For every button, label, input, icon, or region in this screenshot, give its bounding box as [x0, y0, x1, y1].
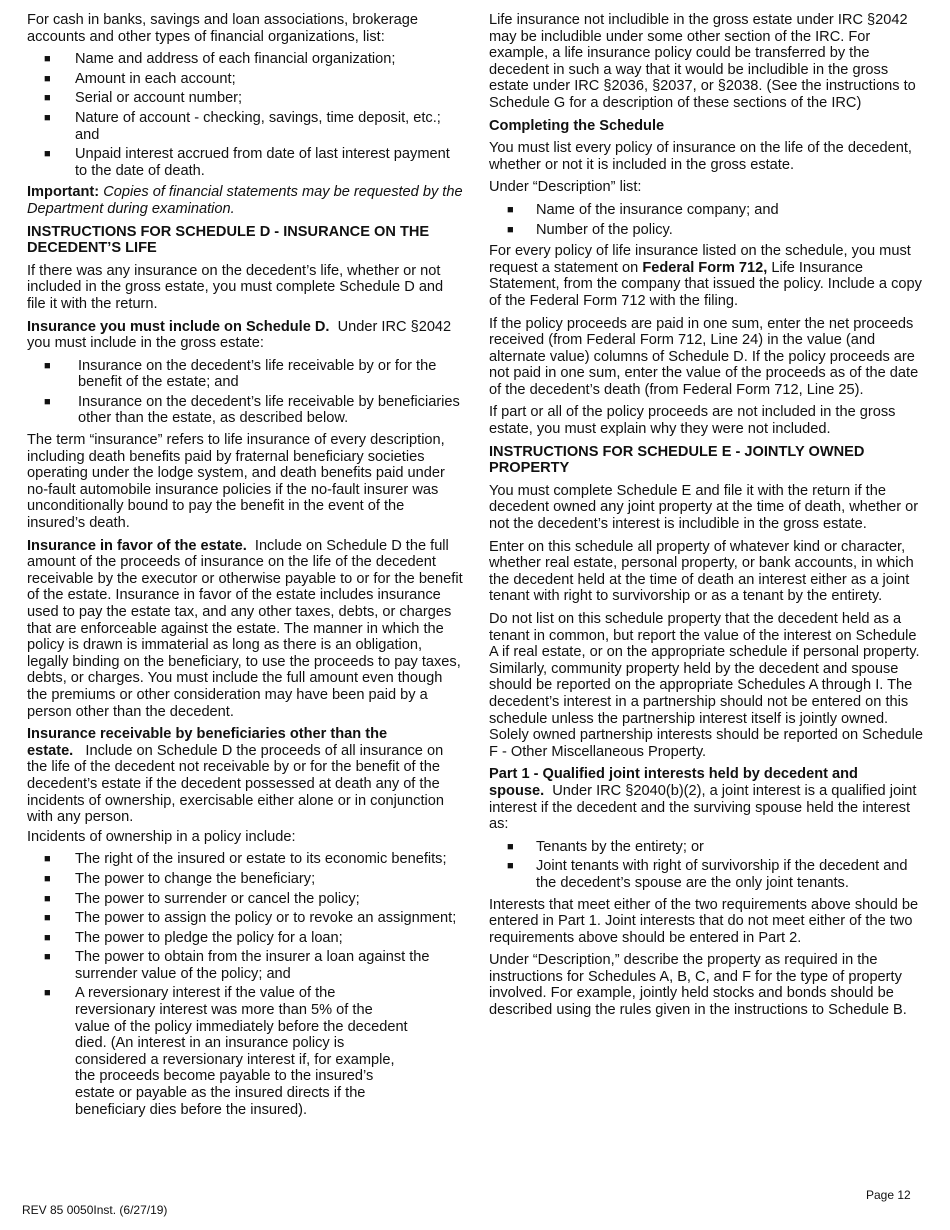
list-item: ■ The power to change the beneficiary; [27, 871, 465, 888]
description-list [489, 202, 927, 238]
list-item: ■ Number of the policy. [489, 222, 927, 239]
must-include-para [27, 319, 465, 352]
list-item: ■ Name and address of each financial organization; [27, 51, 465, 68]
completing-intro: You must list every policy of insurance on the life of the decedent, whether or not it is included in the gross estate. [489, 140, 912, 173]
part-1-list [489, 839, 927, 892]
list-item: ■ A reversionary interest if the value of the reversionary interest was more than 5% of the value of the policy immediately before the decedent died. (An interest in an insurance policy is considered a reversionary interest if, for example, the proceeds become payable to the insured’s estate or payable as the insured directs if the beneficiary dies before the insured). [27, 985, 465, 1118]
form-712-pre: For every policy of life insurance listed on the schedule, you must request a statement on [489, 243, 911, 276]
part-1-text: Under IRC §2040(b)(2), a joint interest is a qualified joint interest if the decedent and the surviving spouse held the interest as: [489, 782, 917, 833]
schedule-e-do-not-list-para: Do not list on this schedule property that the decedent held as a tenant in common, but report the value of the interest on Schedule A if real estate, or on the appropriate schedule if personal property. Similarly, community property held by the decedent and spouse should be reported on the appropriate Schedules A through I. The decedent’s interest in a partnership should not be entered on this schedule unless the partnership interest itself is jointly owned. Solely owned partnership interests should be reported on Schedule F - Other Miscellaneous Property. [489, 611, 924, 760]
receivable-text: Include on Schedule D the proceeds of all insurance on the life of the decedent not receivable by or for the benefit of the decedent’s estate if the decedent possessed at death any of the incidents of ownership, exercisable either alone or in conjunction with any person. [27, 742, 444, 826]
incidents-intro: Incidents of ownership in a policy include: [27, 828, 296, 845]
form-id: REV 85 0050Inst. (6/27/19) [22, 1203, 168, 1217]
receivable-label: Insurance receivable by beneficiaries other than the estate. [27, 726, 388, 759]
under-description-label: Under “Description” list: [489, 179, 642, 196]
important-label: Important: [27, 184, 100, 201]
completing-heading: Completing the Schedule [489, 117, 665, 134]
term-insurance-para: The term “insurance” refers to life insurance of every description, including death benefits paid by fraternal beneficiary societies operating under the lodge system, and death benefits paid under no-fault automobile insurance policies if the no-fault insurer was unconditionally bound to pay the benefit in the event of the insured’s death. [27, 432, 445, 532]
not-includible-para: Life insurance not includible in the gross estate under IRC §2042 may be includible under some other section of the IRC. For example, a life insurance policy could be transferred by the decedent in such a way that it would be includible in the gross estate under IRC §2036, §2037, or §2038. (See the instructions to Schedule G for a description of these sections of the IRC) [489, 12, 916, 111]
list-item: ■ Insurance on the decedent’s life receivable by beneficiaries other than the estate, as described below. [27, 394, 465, 427]
not-included-para: If part or all of the policy proceeds are not included in the gross estate, you must explain why they were not included. [489, 404, 896, 438]
receivable-para [27, 726, 465, 826]
include-list [27, 358, 465, 427]
list-item: ■ The right of the insured or estate to its economic benefits; [27, 851, 465, 868]
form-712-post: Life Insurance Statement, from the company that issued the policy. Include a copy of the Federal Form 712 with the filing. [489, 259, 922, 309]
form-712-bold: Federal Form 712, [642, 259, 768, 276]
part-1-label: Part 1 - Qualified joint interests held by decedent and spouse. [489, 766, 858, 799]
cash-list [27, 51, 465, 179]
favor-text: Include on Schedule D the full amount of the proceeds of insurance on the life of the decedent receivable by the executor or otherwise payable to or for the benefit of the estate. Insurance in favor of the estate includes insurance used to pay the estate tax, and any other taxes, debts, or charges that are enforceable against the estate. The manner in which the policy is drawn is immaterial as long as there is an obligation, legally binding on the beneficiary, to use the proceeds to pay taxes, debts, or charges. You must include the full amount even though the premiums or other consideration may have been paid by a person other than the decedent. [27, 537, 463, 720]
schedule-d-heading: INSTRUCTIONS FOR SCHEDULE D - INSURANCE ON THE DECEDENT’S LIFE [27, 223, 430, 257]
list-item: ■ Insurance on the decedent’s life receivable by or for the benefit of the estate; and [27, 358, 465, 391]
schedule-e-enter-para: Enter on this schedule all property of whatever kind or character, whether real estate, personal property, or bank accounts, in which the decedent held at the time of death an interest either as a joint tenant with right to survivorship or as a tenant by the entirety. [489, 538, 914, 605]
list-item: ■ The power to pledge the policy for a loan; [27, 930, 465, 947]
schedule-d-intro: If there was any insurance on the decedent’s life, whether or not included in the gross estate, you must complete Schedule D and file it with the return. [27, 262, 444, 312]
list-item: ■ Name of the insurance company; and [489, 202, 927, 219]
interests-para: Interests that meet either of the two requirements above should be entered in Part 1. Joint interests that do not meet either of the two requirements above should be entered in Part 2. [489, 896, 919, 946]
schedule-e-intro: You must complete Schedule E and file it with the return if the decedent owned any joint property at the time of death, whether or not the decedent’s interest is includible in the gross estate. [489, 482, 919, 533]
must-include-label: Insurance you must include on Schedule D. [27, 318, 330, 335]
list-item: ■ The power to obtain from the insurer a loan against the surrender value of the policy; and [27, 949, 465, 982]
important-note [27, 184, 465, 217]
cash-intro: For cash in banks, savings and loan associations, brokerage accounts and other types of financial organizations, list: [27, 12, 419, 45]
page-number: Page 12 [866, 1188, 911, 1202]
schedule-e-heading: INSTRUCTIONS FOR SCHEDULE E - JOINTLY OWNED PROPERTY [489, 443, 865, 477]
incidents-list [27, 851, 465, 1118]
list-item: ■ The power to surrender or cancel the policy; [27, 891, 465, 908]
list-item: ■ Unpaid interest accrued from date of last interest payment to the date of death. [27, 146, 465, 179]
favor-label: Insurance in favor of the estate. [27, 537, 247, 554]
proceeds-para: If the policy proceeds are paid in one sum, enter the net proceeds received (from Federal Form 712, Line 24) in the value (and alternate value) columns of Schedule D. If the policy proceeds are not paid in one sum, enter the value of the proceeds as of the date of the decedent’s death (from Federal Form 712, Line 25). [489, 315, 919, 398]
form-712-para [489, 243, 927, 309]
list-item: ■ Serial or account number; [27, 90, 465, 107]
list-item: ■ The power to assign the policy or to revoke an assignment; [27, 910, 465, 927]
list-item: ■ Joint tenants with right of survivorship if the decedent and the decedent’s spouse are the only joint tenants. [489, 858, 927, 891]
important-text: Copies of financial statements may be requested by the Department during examination. [27, 184, 463, 217]
description-para: Under “Description,” describe the property as required in the instructions for Schedules A, B, C, and F for the type of property involved. For example, jointly held stocks and bonds should be described using the rules given in the instructions to Schedule B. [489, 952, 907, 1019]
favor-of-estate-para [27, 538, 465, 721]
must-include-text: Under IRC §2042 you must include in the gross estate: [27, 318, 452, 352]
list-item: ■ Nature of account - checking, savings, time deposit, etc.; and [27, 110, 465, 143]
left-column [27, 12, 465, 1123]
right-column [489, 12, 927, 1025]
list-item: ■ Tenants by the entirety; or [489, 839, 927, 856]
list-item: ■ Amount in each account; [27, 71, 465, 88]
part-1-para [489, 766, 927, 832]
